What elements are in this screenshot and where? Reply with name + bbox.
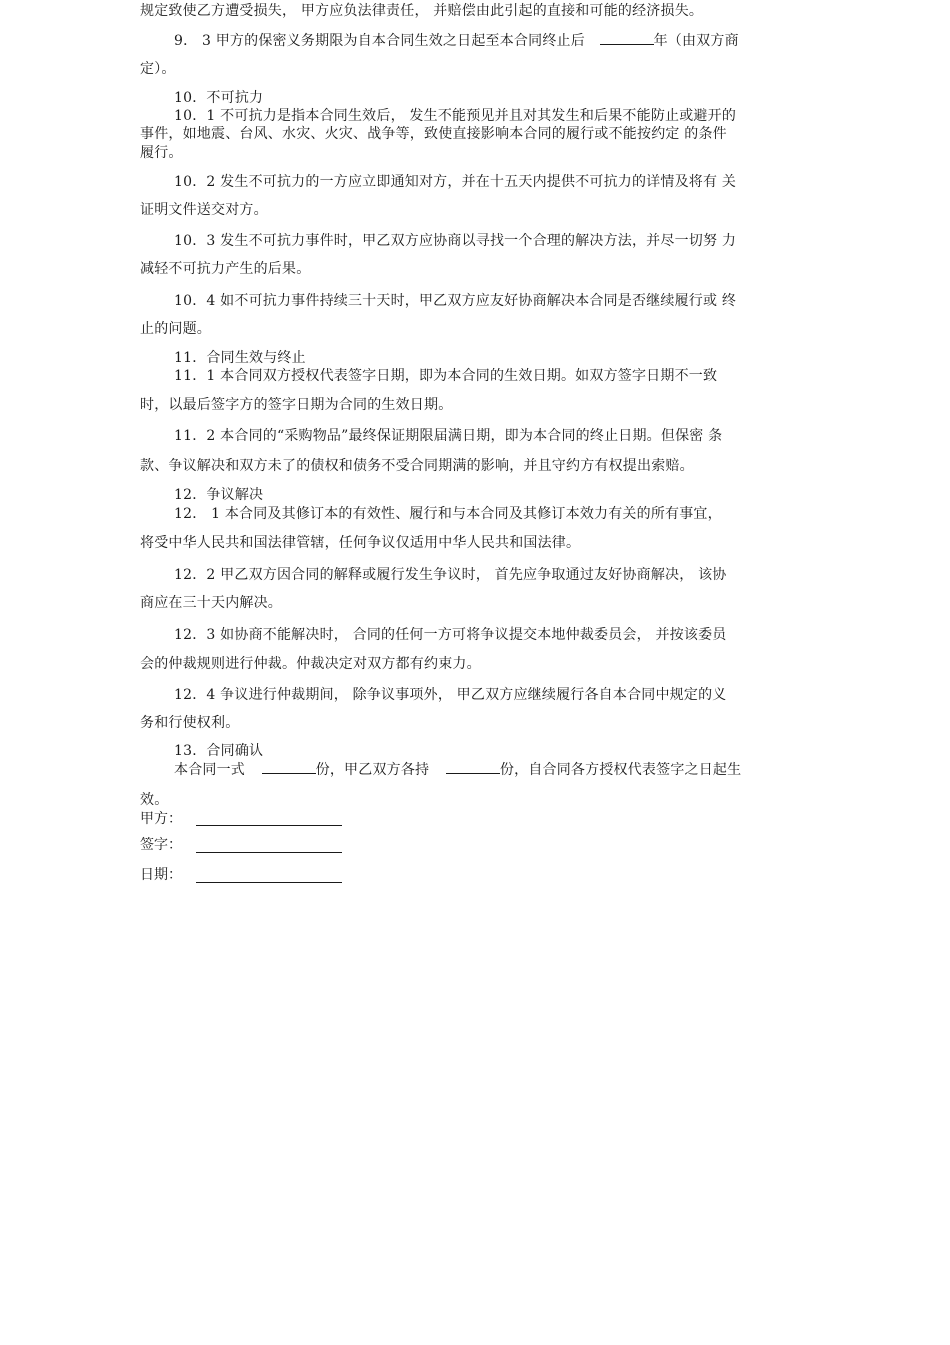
date-blank	[196, 866, 342, 883]
text-line: 效。	[140, 792, 169, 808]
text-line: 12．4 争议进行仲裁期间， 除争议事项外， 甲乙双方应继续履行各自本合同中规定的义	[174, 687, 727, 703]
party-a-blank	[196, 810, 342, 826]
text-line: 会的仲裁规则进行仲裁。仲裁决定对双方都有约束力。	[140, 656, 481, 672]
clause-9-3-line	[174, 27, 810, 55]
text-line: 减轻不可抗力产生的后果。	[140, 261, 311, 277]
copies-total-blank	[262, 759, 316, 774]
section-heading: 12．争议解决	[174, 487, 264, 503]
section-heading: 11．合同生效与终止	[174, 350, 306, 366]
section-heading: 13．合同确认	[174, 743, 264, 759]
text-line: 12．3 如协商不能解决时， 合同的任何一方可将争议提交本地仲裁委员会， 并按该委员	[174, 627, 727, 643]
text-line: 止的问题。	[140, 321, 211, 337]
confirmation-line	[174, 756, 810, 784]
text-line: 事件，如地震、台风、水灾、火灾、战争等，致使直接影响本合同的履行或不能按约定 的条件	[140, 126, 727, 142]
section-heading: 10．不可抗力	[174, 90, 264, 106]
text-line: 10．4 如不可抗力事件持续三十天时，甲乙双方应友好协商解决本合同是否继续履行或 终	[174, 293, 737, 309]
text-line: 规定致使乙方遭受损失， 甲方应负法律责任， 并赔偿由此引起的直接和可能的经济损失。	[140, 3, 704, 19]
text-line: 10．1 不可抗力是指本合同生效后， 发生不能预见并且对其发生和后果不能防止或避开的	[174, 108, 737, 124]
text-line: 12．2 甲乙双方因合同的解释或履行发生争议时， 首先应争取通过友好协商解决， 该协	[174, 567, 727, 583]
date-label: 日期：	[140, 867, 182, 883]
text-line: 12． 1 本合同及其修订本的有效性、履行和与本合同及其修订本效力有关的所有事宜，	[174, 506, 722, 522]
confirmation-text: 份，自合同各方授权代表签字之日起生	[499, 762, 742, 778]
party-a-label: 甲方：	[140, 811, 182, 827]
confirmation-text: 份，甲乙双方各持	[315, 762, 430, 778]
text-line: 履行。	[140, 145, 183, 161]
text-line: 10．2 发生不可抗力的一方应立即通知对方，并在十五天内提供不可抗力的详情及将有 关	[174, 174, 737, 190]
signature-blank	[196, 836, 342, 853]
clause-text: 9． 3 甲方的保密义务期限为自本合同生效之日起至本合同终止后	[174, 33, 585, 49]
text-line: 定）。	[140, 61, 176, 77]
text-line: 务和行使权利。	[140, 715, 240, 731]
text-line: 11．2 本合同的“采购物品”最终保证期限届满日期，即为本合同的终止日期。但保密 条	[174, 428, 723, 444]
text-line: 商应在三十天内解决。	[140, 595, 282, 611]
term-years-blank	[600, 30, 654, 45]
text-line: 10．3 发生不可抗力事件时，甲乙双方应协商以寻找一个合理的解决方法，并尽一切努 力	[174, 233, 737, 249]
copies-each-blank	[446, 759, 500, 774]
text-line: 将受中华人民共和国法律管辖，任何争议仅适用中华人民共和国法律。	[140, 535, 581, 551]
text-line: 11．1 本合同双方授权代表签字日期，即为本合同的生效日期。如双方签字日期不一致	[174, 368, 718, 384]
confirmation-text: 本合同一式	[174, 762, 245, 778]
text-line: 时，以最后签字方的签字日期为合同的生效日期。	[140, 397, 453, 413]
signature-label: 签字：	[140, 837, 182, 853]
text-line: 证明文件送交对方。	[140, 202, 268, 218]
text-line: 款、争议解决和双方未了的债权和债务不受合同期满的影响，并且守约方有权提出索赔。	[140, 458, 694, 474]
clause-text: 年（由双方商	[653, 33, 739, 49]
